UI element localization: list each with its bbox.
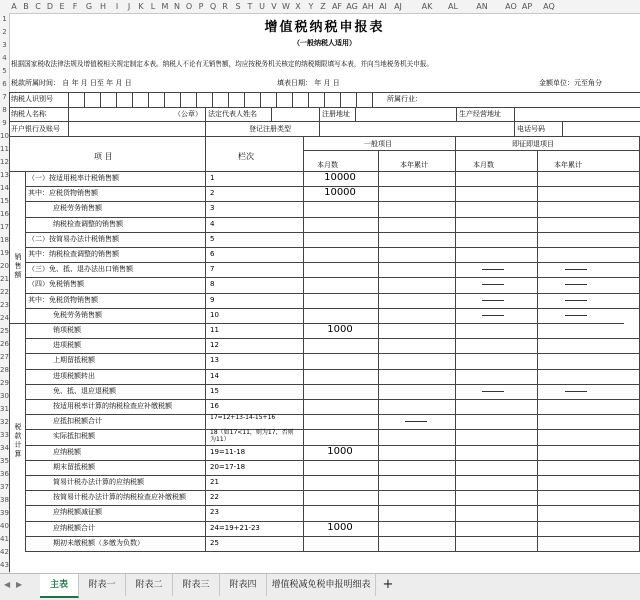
row-col-number: 2 [210, 189, 215, 198]
column-header-cell[interactable]: D [46, 2, 54, 11]
grid-line [68, 92, 69, 107]
column-header-cell[interactable]: M [161, 2, 169, 11]
calc-section-label: 税款计算 [14, 423, 22, 458]
column-header-cell[interactable]: O [185, 2, 193, 11]
row-col-number: 1 [210, 174, 215, 182]
grid-line [25, 171, 26, 551]
row-col-number: 9 [210, 295, 215, 304]
grid-line [260, 92, 261, 107]
biz-addr-label: 生产经营地址 [459, 110, 501, 118]
row-header-cell[interactable]: 23 [0, 301, 9, 309]
row-item-label: 免、抵、退应退税额 [53, 386, 116, 395]
not-applicable-dash [565, 315, 587, 316]
not-applicable-dash [565, 284, 587, 285]
general-month-value[interactable]: 1000 [327, 445, 353, 457]
tab-next-icon[interactable]: ▶ [16, 580, 23, 589]
row-col-number: 23 [210, 508, 219, 517]
grid-line [25, 353, 640, 354]
immediate-month-header: 本月数 [473, 161, 494, 169]
column-header-cell[interactable]: G [85, 2, 93, 11]
row-item-label: 应纳税额合计 [53, 523, 95, 532]
grid-line [25, 505, 640, 506]
row-item-label: 期末留抵税额 [53, 462, 95, 471]
row-item-label: （一）按适用税率计税销售额 [28, 174, 119, 182]
grid-line [25, 429, 640, 430]
not-applicable-dash [405, 421, 427, 422]
row-header-cell[interactable]: 6 [2, 80, 7, 88]
grid-line [308, 92, 309, 107]
grid-line [25, 399, 640, 400]
reg-type-label: 登记注册类型 [249, 125, 291, 133]
row-item-label: 实际抵扣税额 [53, 432, 95, 441]
fill-date-label: 填表日期： 年 月 日 [277, 79, 340, 87]
row-col-number: 15 [210, 386, 219, 395]
grid-line [244, 92, 245, 107]
row-header-cell[interactable]: 34 [0, 444, 9, 452]
grid-line [25, 490, 640, 491]
grid-line [319, 107, 320, 121]
row-header-cell[interactable]: 42 [0, 548, 9, 556]
column-header-cell[interactable]: AO [505, 2, 517, 11]
tab-schedule-1[interactable]: 附表一 [79, 574, 126, 596]
grid-line [116, 92, 117, 107]
column-header-cell[interactable]: K [138, 2, 144, 11]
row-header-cell[interactable]: 19 [0, 249, 9, 257]
row-header-cell[interactable]: 5 [2, 67, 7, 75]
row-item-label: （四）免税销售额 [28, 280, 84, 289]
row-col-number: 6 [210, 250, 215, 258]
form-title: 增值税纳税申报表 [264, 20, 385, 35]
grid-line [205, 136, 206, 551]
row-item-label: 其中：免税货物销售额 [28, 295, 98, 304]
industry-label: 所属行业： [387, 95, 422, 103]
column-header-cell[interactable]: AG [346, 2, 358, 11]
grid-line [303, 150, 640, 151]
row-col-number: 13 [210, 356, 219, 365]
row-header-cell[interactable]: 43 [0, 561, 9, 569]
tab-prev-icon[interactable]: ◀ [4, 580, 11, 589]
row-col-number: 16 [210, 402, 219, 410]
not-applicable-dash [565, 269, 587, 270]
column-header-cell[interactable]: L [150, 2, 156, 11]
not-applicable-dash [482, 300, 504, 301]
column-header-cell[interactable]: H [99, 2, 106, 11]
row-header-cell[interactable]: 37 [0, 483, 9, 491]
tab-schedule-4[interactable]: 附表四 [220, 574, 267, 596]
grid-line [25, 293, 640, 294]
tab-schedule-2[interactable]: 附表二 [126, 574, 173, 596]
taxpayer-id-label: 纳税人识别号 [11, 95, 53, 103]
row-header-cell[interactable]: 29 [0, 379, 9, 387]
row-header-cell[interactable]: 18 [0, 236, 9, 244]
sales-section-label: 销售额 [14, 253, 22, 279]
taxpayer-name-label: 纳税人名称 [11, 110, 46, 118]
grid-line [25, 277, 640, 278]
grid-line [25, 217, 640, 218]
row-header-cell[interactable]: 25 [0, 327, 9, 335]
grid-line [148, 92, 149, 107]
grid-line [9, 121, 640, 122]
row-header-cell[interactable]: 9 [2, 119, 7, 127]
column-header-cell[interactable]: AK [421, 2, 433, 11]
row-item-label: 应税劳务销售额 [53, 204, 102, 213]
row-col-number: 17=12+13-14-15+16 [210, 414, 276, 422]
column-header-cell[interactable]: I [115, 2, 119, 11]
not-applicable-dash [565, 391, 587, 392]
column-header-cell[interactable]: AI [379, 2, 387, 11]
column-header-cell[interactable]: AF [331, 2, 343, 11]
grid-line [303, 136, 304, 551]
column-header-cell[interactable]: AP [521, 2, 533, 11]
column-header-cell[interactable]: J [127, 2, 131, 11]
grid-line [100, 92, 101, 107]
row-col-number: 21 [210, 478, 219, 486]
grid-line [25, 262, 640, 263]
grid-line [68, 121, 69, 136]
sheet-tab-bar [0, 573, 640, 600]
row-item-label: 应纳税额 [53, 447, 81, 456]
form-subtitle: （一般纳税人适用） [293, 39, 356, 47]
grid-line [164, 92, 165, 107]
column-header-cell[interactable]: B [23, 2, 29, 11]
grid-line [25, 369, 640, 370]
general-month-header: 本月数 [317, 161, 338, 169]
grid-line [292, 92, 293, 107]
row-item-label: 纳税检查调整的销售额 [53, 219, 123, 228]
grid-line [132, 92, 133, 107]
row-header-cell[interactable]: 39 [0, 509, 9, 517]
row-col-number: 12 [210, 341, 219, 350]
row-item-label: 简易计税办法计算的应纳税额 [53, 478, 144, 486]
grid-line [25, 460, 640, 461]
column-header-cell[interactable]: A [11, 2, 17, 11]
grid-line [514, 121, 515, 136]
column-header-cell[interactable]: AH [362, 2, 374, 11]
column-header-cell[interactable]: AN [476, 2, 488, 11]
column-header-bar [0, 0, 640, 14]
column-header-cell[interactable]: AL [448, 2, 458, 11]
row-header-cell[interactable]: 11 [0, 145, 9, 153]
row-item-label: 应抵扣税额合计 [53, 417, 102, 426]
row-header-cell[interactable]: 15 [0, 197, 9, 205]
row-header-cell[interactable]: 12 [0, 158, 9, 166]
tab-exemption-detail[interactable]: 增值税减免税申报明细表 [267, 574, 376, 596]
row-item-label: 上期留抵税额 [53, 356, 95, 365]
grid-line [9, 92, 10, 572]
row-item-label: 销项税额 [53, 326, 81, 334]
not-applicable-dash [482, 391, 504, 392]
row-header-cell[interactable]: 28 [0, 366, 9, 374]
grid-line [319, 121, 320, 136]
row-item-label: 其中：纳税检查调整的销售额 [28, 250, 119, 258]
grid-line [25, 232, 640, 233]
grid-line [340, 92, 341, 107]
grid-line [9, 136, 640, 137]
row-header-cell[interactable]: 4 [2, 54, 7, 62]
row-header-cell[interactable]: 10 [0, 132, 9, 140]
column-header-cell[interactable]: P [198, 2, 204, 11]
column-header-cell[interactable]: N [174, 2, 180, 11]
row-header-cell[interactable]: 41 [0, 535, 9, 543]
row-header-cell[interactable]: 24 [0, 314, 9, 322]
not-applicable-dash [482, 269, 504, 270]
row-header-cell[interactable]: 33 [0, 431, 9, 439]
row-item-label: 应纳税额减征额 [53, 508, 102, 517]
bank-label: 开户银行及账号 [11, 125, 60, 133]
grid-line [562, 121, 563, 136]
row-item-label: 免税劳务销售额 [53, 310, 102, 319]
general-month-value[interactable]: 10000 [324, 187, 356, 199]
grid-line [9, 323, 25, 324]
row-header-cell[interactable]: 40 [0, 522, 9, 530]
immediate-header: 即征即退项目 [512, 140, 554, 148]
column-header-cell[interactable]: E [59, 2, 65, 11]
unit-label: 金额单位：元至角分 [539, 79, 602, 87]
column-header-cell[interactable]: Q [209, 2, 217, 11]
row-header-cell[interactable]: 13 [0, 171, 9, 179]
not-applicable-dash [565, 300, 587, 301]
column-header-cell[interactable]: T [247, 2, 253, 11]
row-header-cell[interactable]: 31 [0, 405, 9, 413]
grid-line [514, 107, 515, 121]
row-header-cell[interactable]: 26 [0, 340, 9, 348]
not-applicable-dash [482, 315, 504, 316]
grid-line [68, 107, 69, 121]
column-header-cell[interactable]: AJ [394, 2, 402, 11]
grid-line [25, 338, 640, 339]
grid-line [84, 92, 85, 107]
row-col-number: 24=19+21-23 [210, 523, 260, 532]
grid-line [25, 414, 640, 415]
grid-line [196, 92, 197, 107]
row-header-cell[interactable]: 22 [0, 288, 9, 296]
row-header-cell[interactable]: 20 [0, 262, 9, 270]
column-header-cell[interactable]: Z [320, 2, 326, 11]
row-item-label: （三）免、抵、退办法出口销售额 [28, 265, 133, 274]
col-header: 栏次 [238, 152, 254, 161]
phone-label: 电话号码 [517, 125, 545, 133]
row-item-label: 按适用税率计算的纳税检查应补缴税额 [53, 402, 172, 410]
grid-line [276, 92, 277, 107]
row-header-cell[interactable]: 32 [0, 418, 9, 426]
row-col-number: 5 [210, 234, 215, 243]
row-header-cell[interactable]: 21 [0, 275, 9, 283]
grid-line [456, 107, 457, 121]
period-label: 税款所属时间： 自 年 月 日至 年 月 日 [11, 79, 132, 87]
row-header-cell[interactable]: 2 [2, 28, 7, 36]
grid-line [372, 92, 373, 107]
grid-line [25, 551, 640, 552]
grid-line [25, 308, 640, 309]
row-header-cell[interactable]: 14 [0, 184, 9, 192]
row-col-number: 20=17-18 [210, 462, 246, 471]
row-item-label: 进项税额转出 [53, 371, 95, 380]
grid-line [9, 107, 640, 108]
row-item-label: 其中：应税货物销售额 [28, 189, 98, 198]
column-header-cell[interactable]: AQ [543, 2, 555, 11]
row-header-cell[interactable]: 7 [2, 93, 7, 101]
column-header-cell[interactable]: X [295, 2, 301, 11]
form-notice: 根据国家税收法律法规及增值税相关规定制定本表。纳税人不论有无销售额，均应按税务机关核定的纳税期限填写本表，并向当地税务机关申报。 [11, 60, 433, 68]
general-month-value[interactable]: 1000 [327, 324, 353, 335]
row-header-cell[interactable]: 8 [2, 106, 7, 114]
grid-line [205, 121, 206, 136]
row-col-number: 22 [210, 493, 219, 502]
row-col-number: 19=11-18 [210, 447, 246, 456]
row-header-cell[interactable]: 17 [0, 223, 9, 231]
not-applicable-dash [482, 284, 504, 285]
row-col-number: 3 [210, 204, 215, 213]
general-month-value[interactable]: 10000 [324, 172, 356, 183]
row-header-cell[interactable]: 16 [0, 210, 9, 218]
grid-line [356, 92, 357, 107]
item-header: 项 目 [94, 152, 113, 161]
row-header-cell[interactable]: 1 [2, 15, 7, 23]
column-header-cell[interactable]: R [222, 2, 228, 11]
row-col-number: 4 [210, 219, 215, 228]
row-item-label: 进项税额 [53, 341, 81, 350]
row-col-number: 8 [210, 280, 215, 289]
row-header-cell[interactable]: 38 [0, 496, 9, 504]
column-header-cell[interactable]: F [72, 2, 78, 11]
grid-line [25, 536, 640, 537]
grid-line [25, 384, 640, 385]
row-col-number: 7 [210, 265, 215, 274]
row-header-cell[interactable]: 3 [2, 41, 7, 49]
row-col-number: 11 [210, 326, 219, 334]
grid-line [271, 107, 272, 121]
grid-line [455, 136, 456, 551]
column-header-cell[interactable]: Y [308, 2, 314, 11]
general-header: 一般项目 [364, 140, 392, 148]
legal-rep-label: 法定代表人姓名 [208, 110, 257, 118]
row-item-label: 按简易计税办法计算的纳税检查应补缴税额 [53, 493, 186, 502]
general-year-header: 本年累计 [400, 161, 428, 169]
grid-line [25, 247, 640, 248]
worksheet[interactable] [9, 13, 640, 573]
row-col-number: 25 [210, 538, 219, 547]
grid-line [324, 92, 325, 107]
grid-line [355, 107, 356, 121]
grid-line [180, 92, 181, 107]
add-sheet-button[interactable]: + [382, 577, 394, 592]
grid-line [25, 475, 640, 476]
grid-line [228, 92, 229, 107]
column-header-cell[interactable]: C [35, 2, 41, 11]
grid-line [212, 92, 213, 107]
row-header-cell[interactable]: 30 [0, 392, 9, 400]
row-col-number: 18（如17<11，则为17，否则为11） [210, 429, 294, 444]
tab-main[interactable]: 主表 [40, 574, 79, 598]
row-header-cell[interactable]: 35 [0, 457, 9, 465]
grid-line [205, 107, 206, 121]
reg-addr-label: 注册地址 [322, 110, 350, 118]
general-month-value[interactable]: 1000 [327, 521, 353, 533]
tab-schedule-3[interactable]: 附表三 [173, 574, 220, 596]
column-header-cell[interactable]: V [271, 2, 277, 11]
grid-line [25, 201, 640, 202]
column-header-cell[interactable]: U [259, 2, 265, 11]
immediate-year-header: 本年累计 [554, 161, 582, 169]
row-item-label: （二）按简易办法计税销售额 [28, 234, 119, 243]
row-col-number: 10 [210, 310, 219, 319]
row-header-cell[interactable]: 27 [0, 353, 9, 361]
row-col-number: 14 [210, 371, 219, 380]
column-header-cell[interactable]: W [282, 2, 290, 11]
column-header-cell[interactable]: S [235, 2, 241, 11]
seal-label: （公章） [174, 110, 202, 118]
row-header-cell[interactable]: 36 [0, 470, 9, 478]
row-item-label: 期初未缴税额（多缴为负数） [53, 538, 144, 547]
